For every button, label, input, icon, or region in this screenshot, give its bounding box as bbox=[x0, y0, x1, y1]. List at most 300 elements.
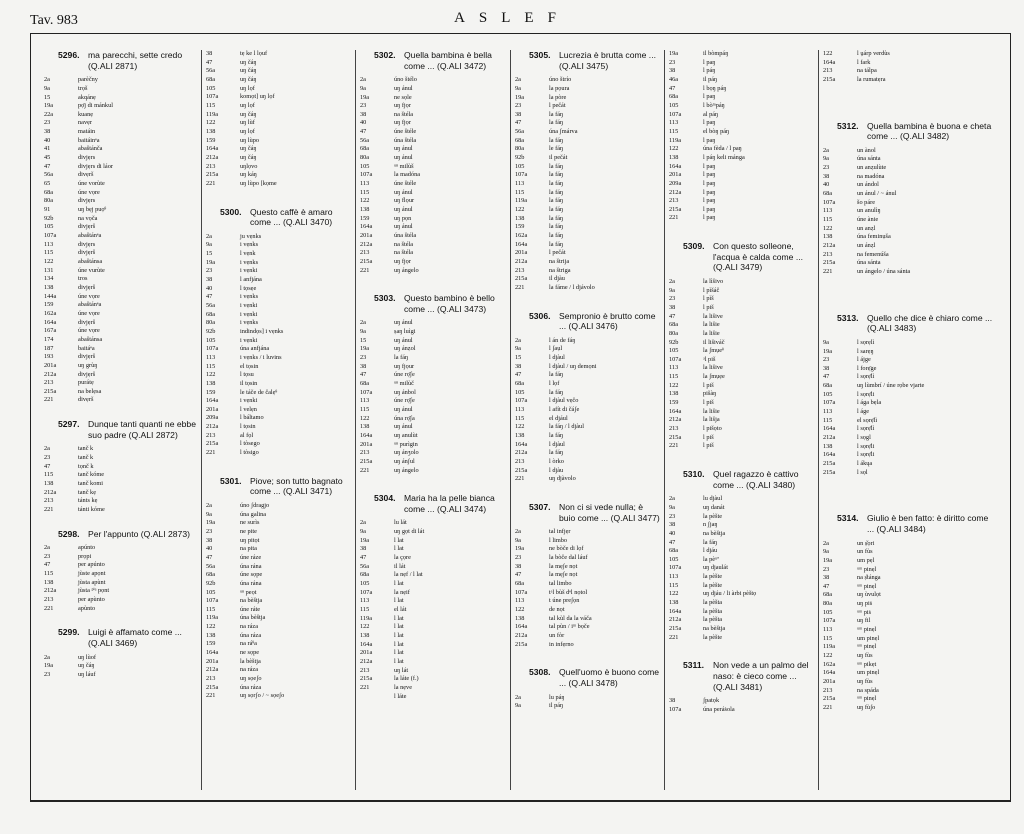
transcription: uŋ ánul bbox=[394, 154, 413, 162]
table-row bbox=[202, 684, 355, 693]
table-row bbox=[202, 59, 355, 68]
transcription: il lišiváč bbox=[703, 338, 725, 346]
table-row bbox=[819, 373, 1001, 382]
transcription: i vẹnki bbox=[240, 301, 258, 309]
point-number: 40 bbox=[669, 529, 676, 537]
point-number: 187 bbox=[44, 344, 54, 352]
point-number: 19a bbox=[360, 93, 370, 101]
point-number: 105 bbox=[360, 580, 370, 588]
point-number: 159 bbox=[206, 136, 216, 144]
table-row bbox=[356, 623, 510, 632]
transcription: il djàu bbox=[549, 275, 565, 283]
point-number: 2a bbox=[823, 146, 829, 154]
table-row bbox=[356, 606, 510, 615]
transcription: l lat bbox=[394, 640, 404, 648]
transcription: la pèšte bbox=[703, 581, 723, 589]
table-row bbox=[511, 76, 664, 85]
table-row bbox=[665, 697, 818, 706]
transcription: la fáŋ bbox=[549, 197, 564, 205]
point-number: 107a bbox=[669, 564, 682, 572]
table-row bbox=[202, 589, 355, 598]
transcription: l sọrẹ̄lì bbox=[857, 373, 875, 381]
point-number: 113 bbox=[515, 597, 525, 605]
transcription: uŋ sọrʃo / ~ sọeʃo bbox=[240, 692, 285, 700]
transcription: uŋ ángelo bbox=[394, 466, 419, 474]
transcription: um pinẹl bbox=[857, 634, 880, 642]
table-row bbox=[665, 50, 818, 59]
point-number: 19a bbox=[515, 545, 525, 553]
point-number: 105 bbox=[669, 347, 679, 355]
table-row bbox=[40, 249, 201, 258]
point-number: 47 bbox=[44, 561, 51, 569]
point-number: 201a bbox=[669, 171, 682, 179]
point-number: 56a bbox=[360, 136, 370, 144]
point-number: 47 bbox=[515, 371, 522, 379]
transcription: úno štrío bbox=[549, 76, 572, 84]
table-row bbox=[202, 563, 355, 572]
transcription: na vọča bbox=[78, 214, 98, 222]
entry-rows bbox=[356, 319, 510, 475]
point-number: 56a bbox=[360, 562, 370, 570]
transcription: la mẹʃe nọt bbox=[549, 562, 578, 570]
entry-heading bbox=[511, 311, 664, 332]
table-row bbox=[819, 356, 1001, 365]
transcription: divẹrš bbox=[78, 171, 94, 179]
table-row bbox=[40, 497, 201, 506]
transcription: la pèšta bbox=[703, 616, 723, 624]
transcription: úno štélo bbox=[394, 76, 417, 84]
table-row bbox=[665, 625, 818, 634]
transcription: l lat bbox=[394, 657, 404, 665]
transcription: ne surìs bbox=[240, 519, 260, 527]
table-row bbox=[356, 597, 510, 606]
transcription: na štéla bbox=[394, 249, 414, 257]
transcription: uŋ fjọr bbox=[394, 119, 411, 127]
entry-rows bbox=[665, 495, 818, 642]
transcription: abaštánᵉa bbox=[78, 232, 102, 239]
point-number: 80a bbox=[44, 197, 54, 205]
transcription: i vẹnks bbox=[240, 241, 259, 249]
point-number bbox=[356, 693, 394, 702]
table-row bbox=[356, 415, 510, 424]
point-number: 164a bbox=[669, 407, 682, 415]
point-number: 212a bbox=[823, 242, 836, 250]
transcription: la fáŋ bbox=[549, 432, 564, 439]
transcription: tọnč k bbox=[78, 462, 94, 470]
transcription: l bòᵐpáŋ bbox=[703, 101, 725, 109]
transcription: jùsta apùnt bbox=[78, 578, 106, 586]
point-number: 212a bbox=[44, 587, 57, 595]
table-row bbox=[40, 119, 201, 128]
table-row bbox=[40, 145, 201, 154]
entry-number: 5303. bbox=[374, 293, 396, 304]
point-number: 212a bbox=[206, 666, 219, 674]
point-number: 201a bbox=[44, 361, 57, 369]
table-row bbox=[665, 321, 818, 330]
transcription: úne rọ̄ʃe bbox=[394, 397, 415, 405]
table-row bbox=[665, 85, 818, 94]
point-number: 107a bbox=[206, 597, 219, 605]
table-row bbox=[511, 85, 664, 94]
table-row bbox=[202, 380, 355, 389]
columns-area bbox=[40, 50, 1001, 790]
transcription: uŋ lùof bbox=[78, 653, 96, 661]
table-row bbox=[202, 675, 355, 684]
transcription: purátẹ bbox=[78, 379, 94, 387]
point-number: 215a bbox=[360, 257, 373, 265]
point-number: 47 bbox=[669, 84, 676, 92]
point-number: 115 bbox=[669, 373, 679, 381]
table-row bbox=[819, 591, 1001, 600]
transcription: la láte (f.) bbox=[394, 675, 419, 683]
point-number: 138 bbox=[669, 153, 679, 161]
transcription: apùnto bbox=[78, 604, 96, 612]
transcription: l sọrẹlì bbox=[857, 338, 875, 346]
table-row bbox=[202, 597, 355, 606]
table-row bbox=[819, 382, 1001, 391]
table-row bbox=[819, 557, 1001, 566]
point-number: 47 bbox=[360, 371, 367, 379]
entry-number: 5304. bbox=[374, 493, 396, 504]
table-row bbox=[356, 267, 510, 276]
entry bbox=[665, 241, 818, 451]
transcription: un ándol bbox=[857, 181, 879, 189]
point-number: 215a bbox=[44, 387, 57, 395]
transcription: i vẹnki bbox=[240, 397, 258, 405]
transcription: uŋ lọf bbox=[240, 84, 255, 92]
point-number: 164a bbox=[823, 58, 836, 66]
table-row bbox=[202, 345, 355, 354]
transcription: l tòsego bbox=[240, 440, 260, 448]
transcription: l pìšáč bbox=[703, 286, 720, 294]
transcription: la pọura bbox=[549, 84, 570, 92]
entry-rows bbox=[511, 528, 664, 649]
table-row bbox=[40, 197, 201, 206]
table-row bbox=[356, 76, 510, 85]
transcription: la fáŋ bbox=[549, 371, 564, 379]
table-row bbox=[819, 147, 1001, 156]
point-number: 215a bbox=[823, 460, 836, 468]
point-number: 221 bbox=[360, 683, 370, 691]
point-number: 215a bbox=[360, 457, 373, 465]
transcription: l òrko bbox=[549, 457, 564, 465]
entry-rows bbox=[665, 697, 818, 714]
point-number: 40 bbox=[206, 284, 213, 292]
transcription: pišàŋ bbox=[703, 390, 717, 398]
transcription: na bèštja bbox=[240, 597, 263, 605]
table-row bbox=[40, 553, 201, 562]
transcription: la pòre bbox=[549, 93, 567, 101]
point-number: 209a bbox=[206, 414, 219, 422]
transcription: abaštánča bbox=[78, 145, 103, 153]
transcription: la fáŋ bbox=[549, 223, 564, 231]
point-number: 138 bbox=[360, 206, 370, 214]
point-number: 105 bbox=[206, 336, 216, 344]
transcription: na madóna bbox=[857, 172, 885, 180]
table-row bbox=[40, 189, 201, 198]
point-number: 91 bbox=[44, 206, 51, 214]
point-number: 68a bbox=[669, 547, 679, 555]
point-number: 47 bbox=[44, 162, 51, 170]
point-number: 38 bbox=[206, 50, 213, 57]
table-row bbox=[511, 171, 664, 180]
point-number: 38 bbox=[669, 521, 676, 529]
point-number: 122 bbox=[669, 381, 679, 389]
transcription: abaštánᵉa bbox=[78, 301, 102, 309]
table-row bbox=[819, 259, 1001, 268]
transcription: na ráza bbox=[240, 666, 258, 674]
point-number: 115 bbox=[206, 362, 216, 370]
transcription: l paŋ bbox=[703, 93, 716, 101]
table-row bbox=[665, 304, 818, 313]
point-number: 215a bbox=[515, 640, 528, 648]
point-number: 38 bbox=[823, 172, 830, 180]
table-row bbox=[202, 363, 355, 372]
table-row bbox=[356, 537, 510, 546]
entry-rows bbox=[202, 50, 355, 189]
entry bbox=[665, 469, 818, 642]
transcription: de nọt bbox=[549, 606, 565, 614]
transcription: la çọre bbox=[394, 554, 411, 562]
point-number: 19a bbox=[515, 93, 525, 101]
point-number: 2a bbox=[669, 277, 675, 285]
table-row bbox=[511, 589, 664, 598]
transcription: uŋ djáu / li àrbi pèštọ bbox=[703, 590, 757, 598]
point-number: 68a bbox=[515, 380, 525, 388]
transcription: úne vọre bbox=[78, 327, 100, 335]
table-row bbox=[511, 475, 664, 484]
transcription: l tọsu bbox=[240, 371, 254, 379]
point-number: 213 bbox=[360, 449, 370, 457]
table-row bbox=[819, 600, 1001, 609]
transcription: lu lát bbox=[394, 519, 407, 527]
table-row bbox=[40, 544, 201, 553]
transcription: l áge bbox=[857, 408, 870, 416]
point-number: 138 bbox=[206, 379, 216, 387]
transcription: ṣaŋ luìgi bbox=[394, 328, 416, 336]
entry bbox=[40, 419, 201, 514]
transcription: úne sọpe bbox=[240, 571, 263, 579]
table-row bbox=[356, 615, 510, 624]
point-number: 9a bbox=[669, 286, 675, 294]
table-row bbox=[511, 215, 664, 224]
point-number: 115 bbox=[44, 471, 54, 479]
point-number: 68a bbox=[515, 136, 525, 144]
transcription: uŋ čáŋ bbox=[240, 75, 257, 83]
transcription: úne ráze bbox=[240, 553, 262, 561]
table-row bbox=[356, 371, 510, 380]
point-number: 159 bbox=[515, 223, 525, 231]
table-row bbox=[202, 519, 355, 528]
table-row bbox=[356, 163, 510, 172]
transcription: úna rọ̄ʃa bbox=[394, 414, 415, 422]
point-number: 105 bbox=[669, 555, 679, 563]
entry-title: Piove; son tutto bagnato come ... (Q.ALI 3471) bbox=[250, 475, 343, 497]
transcription: l djáu bbox=[703, 547, 718, 555]
table-row bbox=[40, 293, 201, 302]
point-number: 221 bbox=[44, 505, 54, 513]
point-number: 164a bbox=[669, 162, 682, 170]
table-row bbox=[665, 356, 818, 365]
table-row bbox=[202, 397, 355, 406]
transcription: uŋ pitọt bbox=[240, 536, 260, 544]
table-row bbox=[511, 249, 664, 258]
transcription: ᵘᵐ pinẹl bbox=[857, 643, 877, 651]
bottom-rule bbox=[30, 801, 1011, 802]
point-number: 56a bbox=[206, 301, 216, 309]
point-number: 9a bbox=[515, 702, 521, 710]
point-number: 115 bbox=[823, 416, 833, 424]
point-number: 201a bbox=[360, 649, 373, 657]
point-number: 122 bbox=[360, 414, 370, 422]
point-number: 212a bbox=[515, 632, 528, 639]
point-number: 15 bbox=[44, 93, 51, 101]
table-row bbox=[819, 50, 1001, 59]
table-row bbox=[665, 145, 818, 154]
transcription: uŋ lùf bbox=[240, 119, 255, 127]
column-5 bbox=[665, 50, 819, 790]
table-row bbox=[819, 155, 1001, 164]
entry-rows bbox=[202, 502, 355, 701]
entry-title: Questo bambino è bello come ... (Q.ALI 3473) bbox=[404, 293, 495, 314]
transcription: na ráza bbox=[240, 623, 258, 631]
transcription: tal limbo bbox=[549, 580, 572, 588]
point-number: 212a bbox=[515, 257, 528, 265]
point-number: 113 bbox=[669, 364, 679, 372]
point-number: 80a bbox=[823, 600, 833, 608]
point-number: 221 bbox=[206, 449, 216, 457]
transcription: prọpi bbox=[78, 552, 92, 560]
table-row bbox=[819, 399, 1001, 408]
transcription: uŋ ánbol bbox=[394, 388, 416, 396]
transcription: la pèᵘª bbox=[703, 555, 719, 563]
point-number: 2a bbox=[669, 495, 675, 503]
point-number: 164a bbox=[360, 432, 373, 439]
point-number: 19a bbox=[360, 536, 370, 544]
transcription: l fark bbox=[857, 58, 871, 66]
point-number: 164a bbox=[515, 623, 528, 631]
point-number: 2a bbox=[515, 336, 521, 344]
table-row bbox=[356, 693, 510, 702]
table-row bbox=[40, 301, 201, 310]
table-row bbox=[511, 258, 664, 267]
table-row bbox=[356, 232, 510, 241]
transcription: l ṵárp verdùs bbox=[857, 50, 890, 57]
point-number: 167a bbox=[44, 327, 57, 335]
table-row bbox=[511, 441, 664, 450]
table-row bbox=[40, 258, 201, 267]
table-row bbox=[40, 154, 201, 163]
entry-number: 5296. bbox=[58, 50, 80, 60]
table-row bbox=[40, 319, 201, 328]
transcription: un anulìŋ bbox=[857, 207, 881, 215]
transcription: la lìšivo bbox=[703, 277, 724, 285]
table-row bbox=[356, 589, 510, 598]
point-number: 213 bbox=[823, 250, 833, 258]
table-row bbox=[511, 563, 664, 572]
point-number: 213 bbox=[669, 197, 679, 205]
table-row bbox=[819, 268, 1001, 277]
transcription: divjẹrš bbox=[78, 353, 96, 361]
transcription: akqánẹ bbox=[78, 93, 96, 101]
table-row bbox=[202, 537, 355, 546]
transcription: ᵘᵐ piṡ bbox=[857, 608, 872, 616]
transcription: na femenúša bbox=[857, 250, 889, 258]
point-number: 92b bbox=[44, 214, 54, 222]
entry-number: 5301. bbox=[220, 475, 242, 486]
table-row bbox=[819, 443, 1001, 452]
table-row bbox=[202, 67, 355, 76]
table-row bbox=[665, 539, 818, 548]
transcription: tanč kẹ bbox=[78, 488, 97, 496]
table-row bbox=[356, 684, 510, 693]
entry-heading bbox=[356, 50, 510, 71]
point-number: 92b bbox=[206, 579, 216, 587]
transcription: l piš bbox=[703, 303, 714, 311]
point-number: 212a bbox=[206, 423, 219, 431]
point-number: 162a bbox=[44, 309, 57, 317]
transcription: lu djàul bbox=[703, 495, 723, 503]
entry-rows bbox=[40, 544, 201, 613]
point-number: 107a bbox=[515, 588, 528, 596]
table-row bbox=[511, 363, 664, 372]
transcription: l sarẹŋ bbox=[857, 347, 874, 355]
transcription: uŋ fjọr bbox=[394, 102, 411, 110]
table-row bbox=[665, 547, 818, 556]
table-row bbox=[665, 197, 818, 206]
point-number: 80a bbox=[669, 329, 679, 337]
point-number: 115 bbox=[360, 188, 370, 196]
table-row bbox=[665, 295, 818, 304]
table-row bbox=[40, 579, 201, 588]
transcription: la fáŋ bbox=[549, 449, 564, 457]
entry bbox=[665, 50, 818, 223]
point-number: 138 bbox=[823, 233, 833, 241]
table-row bbox=[40, 215, 201, 224]
entry-number: 5312. bbox=[837, 120, 859, 131]
table-row bbox=[40, 232, 201, 241]
point-number: 9a bbox=[669, 503, 675, 511]
table-row bbox=[511, 154, 664, 163]
transcription: úno ʃdragjo bbox=[240, 501, 270, 509]
transcription: na bèštja bbox=[703, 529, 726, 537]
transcription: úna ráza bbox=[240, 631, 262, 639]
transcription: un fòr bbox=[549, 632, 565, 639]
table-row bbox=[356, 128, 510, 137]
transcription: l tọsin bbox=[240, 423, 256, 431]
transcription: tanč komi bbox=[78, 479, 104, 487]
table-row bbox=[819, 669, 1001, 678]
point-number: 213 bbox=[44, 379, 54, 387]
table-row bbox=[202, 145, 355, 154]
table-row bbox=[202, 658, 355, 667]
point-number: 113 bbox=[360, 180, 370, 188]
point-number: 38 bbox=[515, 562, 522, 570]
transcription: úne rọ̄ʃe bbox=[394, 371, 415, 379]
entry-number: 5310. bbox=[683, 469, 705, 480]
table-row bbox=[40, 241, 201, 250]
transcription: la fáŋ bbox=[549, 110, 564, 118]
column-3 bbox=[356, 50, 511, 790]
point-number: 9a bbox=[360, 84, 366, 92]
table-row bbox=[819, 652, 1001, 661]
entry-heading bbox=[819, 121, 1001, 142]
point-number: 68a bbox=[669, 93, 679, 101]
point-number: 105 bbox=[44, 223, 54, 231]
table-row bbox=[665, 513, 818, 522]
point-number: 38 bbox=[206, 275, 213, 283]
transcription: úna feminụša bbox=[857, 233, 891, 241]
